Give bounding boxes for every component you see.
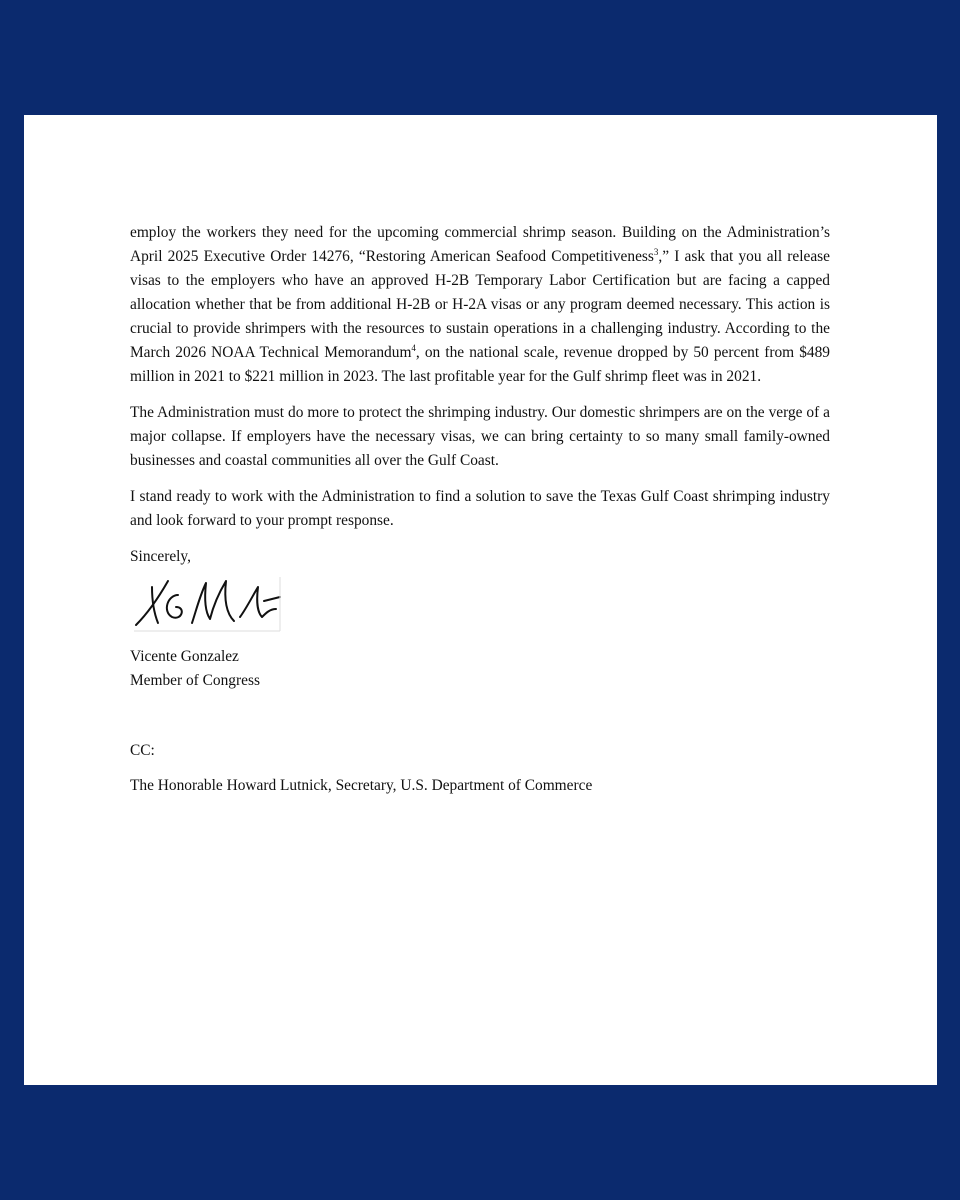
closing-salutation: Sincerely, xyxy=(130,548,191,565)
footnote-marker: 4 xyxy=(411,342,416,353)
signer-title: Member of Congress xyxy=(130,672,260,689)
paragraph-text: , on the national scale, revenue dropped by 50 percent from $489 million in 2021 to $221 million in 2023. The last profitable year for the Gulf shrimp fleet was in 2021. xyxy=(130,344,830,385)
paragraph-protect-industry: The Administration must do more to protect the shrimping industry. Our domestic shrimpers are on the verge of a major collapse. If employers have the necessary visas, we can bring certainty to so many small family-owned businesses and coastal communities all over the Gulf Coast. xyxy=(130,404,830,469)
paragraph-text: ,” I ask that you all release visas to the employers who have an approved H-2B Temporary Labor Certification but are facing a capped allocation whether that be from additional H-2B or H-2A visas or any program deemed necessary. This action is crucial to provide shrimpers with the resources to sustain operations in a challenging industry. According to the March 2026 NOAA Technical Memorandum xyxy=(130,248,830,361)
letter-body xyxy=(130,221,830,798)
paragraph-visa-request xyxy=(130,221,830,389)
paragraph-text: employ the workers they need for the upcoming commercial shrimp season. Building on the Administration’s April 2025 Executive Order 14276, “Restoring American Seafood Competitiveness xyxy=(130,224,830,265)
footnote-marker: 3 xyxy=(653,246,659,257)
cc-label: CC: xyxy=(130,742,155,759)
signer-name: Vicente Gonzalez xyxy=(130,648,239,665)
letter-page xyxy=(24,115,937,1085)
handwritten-signature-icon xyxy=(130,573,290,635)
cc-recipient: The Honorable Howard Lutnick, Secretary, U.S. Department of Commerce xyxy=(130,777,593,794)
paragraph-ready-to-work: I stand ready to work with the Administration to find a solution to save the Texas Gulf Coast shrimping industry and look forward to your prompt response. xyxy=(130,488,830,529)
signature xyxy=(130,573,290,635)
